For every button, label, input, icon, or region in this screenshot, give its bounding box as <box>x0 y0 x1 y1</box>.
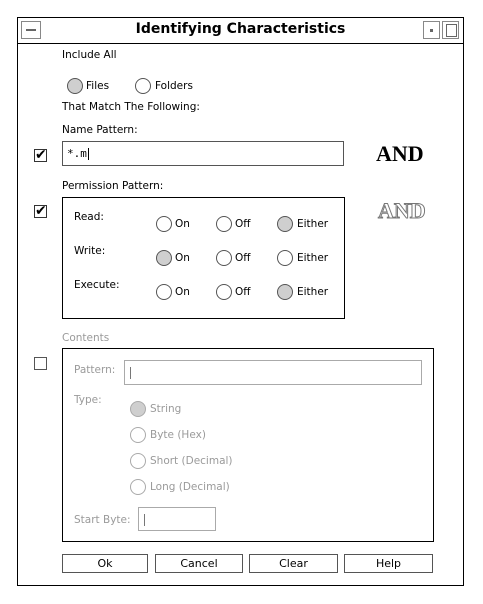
name-pattern-value: *.m <box>67 147 87 160</box>
help-button[interactable]: Help <box>344 554 433 573</box>
checkmark-icon: ✔ <box>35 147 47 163</box>
execute-off-label: Off <box>235 286 251 298</box>
execute-label: Execute: <box>74 279 120 291</box>
write-off-label: Off <box>235 252 251 264</box>
permission-and-label: AND <box>378 198 426 223</box>
write-either-label: Either <box>297 252 329 264</box>
contents-box <box>62 348 434 542</box>
checkmark-icon: ✔ <box>35 203 47 219</box>
minimize-button[interactable] <box>423 21 440 39</box>
text-cursor-icon <box>88 148 89 160</box>
clear-button[interactable]: Clear <box>249 554 338 573</box>
write-on-label: On <box>175 252 190 264</box>
read-on-radio[interactable] <box>156 216 172 232</box>
write-on-radio[interactable] <box>156 250 172 266</box>
folders-radio[interactable] <box>135 78 151 94</box>
permission-pattern-label: Permission Pattern: <box>62 180 164 192</box>
title-bar <box>18 18 463 44</box>
read-off-radio[interactable] <box>216 216 232 232</box>
execute-either-radio[interactable] <box>277 284 293 300</box>
name-pattern-label: Name Pattern: <box>62 124 138 136</box>
name-and-label: AND <box>376 141 424 166</box>
pattern-label: Pattern: <box>74 364 116 376</box>
name-pattern-checkbox[interactable] <box>34 149 47 162</box>
contents-label: Contents <box>62 332 110 344</box>
type-short-label: Short (Decimal) <box>150 455 233 467</box>
name-pattern-input[interactable] <box>62 141 344 166</box>
type-string-label: String <box>150 403 182 415</box>
cancel-button[interactable]: Cancel <box>155 554 243 573</box>
type-long-label: Long (Decimal) <box>150 481 230 493</box>
execute-on-label: On <box>175 286 190 298</box>
start-byte-label: Start Byte: <box>74 514 131 526</box>
files-label: Files <box>86 80 110 92</box>
contents-checkbox[interactable] <box>34 357 47 370</box>
maximize-icon <box>446 24 457 37</box>
folders-label: Folders <box>155 80 193 92</box>
contents-pattern-input[interactable] <box>124 360 422 385</box>
execute-on-radio[interactable] <box>156 284 172 300</box>
type-byte-radio[interactable] <box>130 427 146 443</box>
type-label: Type: <box>74 394 102 406</box>
read-either-label: Either <box>297 218 329 230</box>
read-on-label: On <box>175 218 190 230</box>
ok-button[interactable]: Ok <box>62 554 148 573</box>
execute-either-label: Either <box>297 286 329 298</box>
write-label: Write: <box>74 245 106 257</box>
maximize-button[interactable] <box>442 21 459 39</box>
files-radio[interactable] <box>67 78 83 94</box>
minimize-icon <box>430 29 433 32</box>
start-byte-input[interactable] <box>138 507 216 531</box>
type-short-radio[interactable] <box>130 453 146 469</box>
read-off-label: Off <box>235 218 251 230</box>
match-following-label: That Match The Following: <box>62 101 200 113</box>
window-title: Identifying Characteristics <box>135 21 346 37</box>
type-byte-label: Byte (Hex) <box>150 429 206 441</box>
write-either-radio[interactable] <box>277 250 293 266</box>
read-either-radio[interactable] <box>277 216 293 232</box>
read-label: Read: <box>74 211 104 223</box>
include-all-label: Include All <box>62 49 117 61</box>
permission-pattern-box <box>62 197 345 319</box>
write-off-radio[interactable] <box>216 250 232 266</box>
type-long-radio[interactable] <box>130 479 146 495</box>
execute-off-radio[interactable] <box>216 284 232 300</box>
permission-pattern-checkbox[interactable] <box>34 205 47 218</box>
text-cursor-icon <box>144 514 145 526</box>
text-cursor-icon <box>130 367 131 379</box>
dialog-window <box>17 17 464 586</box>
type-string-radio[interactable] <box>130 401 146 417</box>
